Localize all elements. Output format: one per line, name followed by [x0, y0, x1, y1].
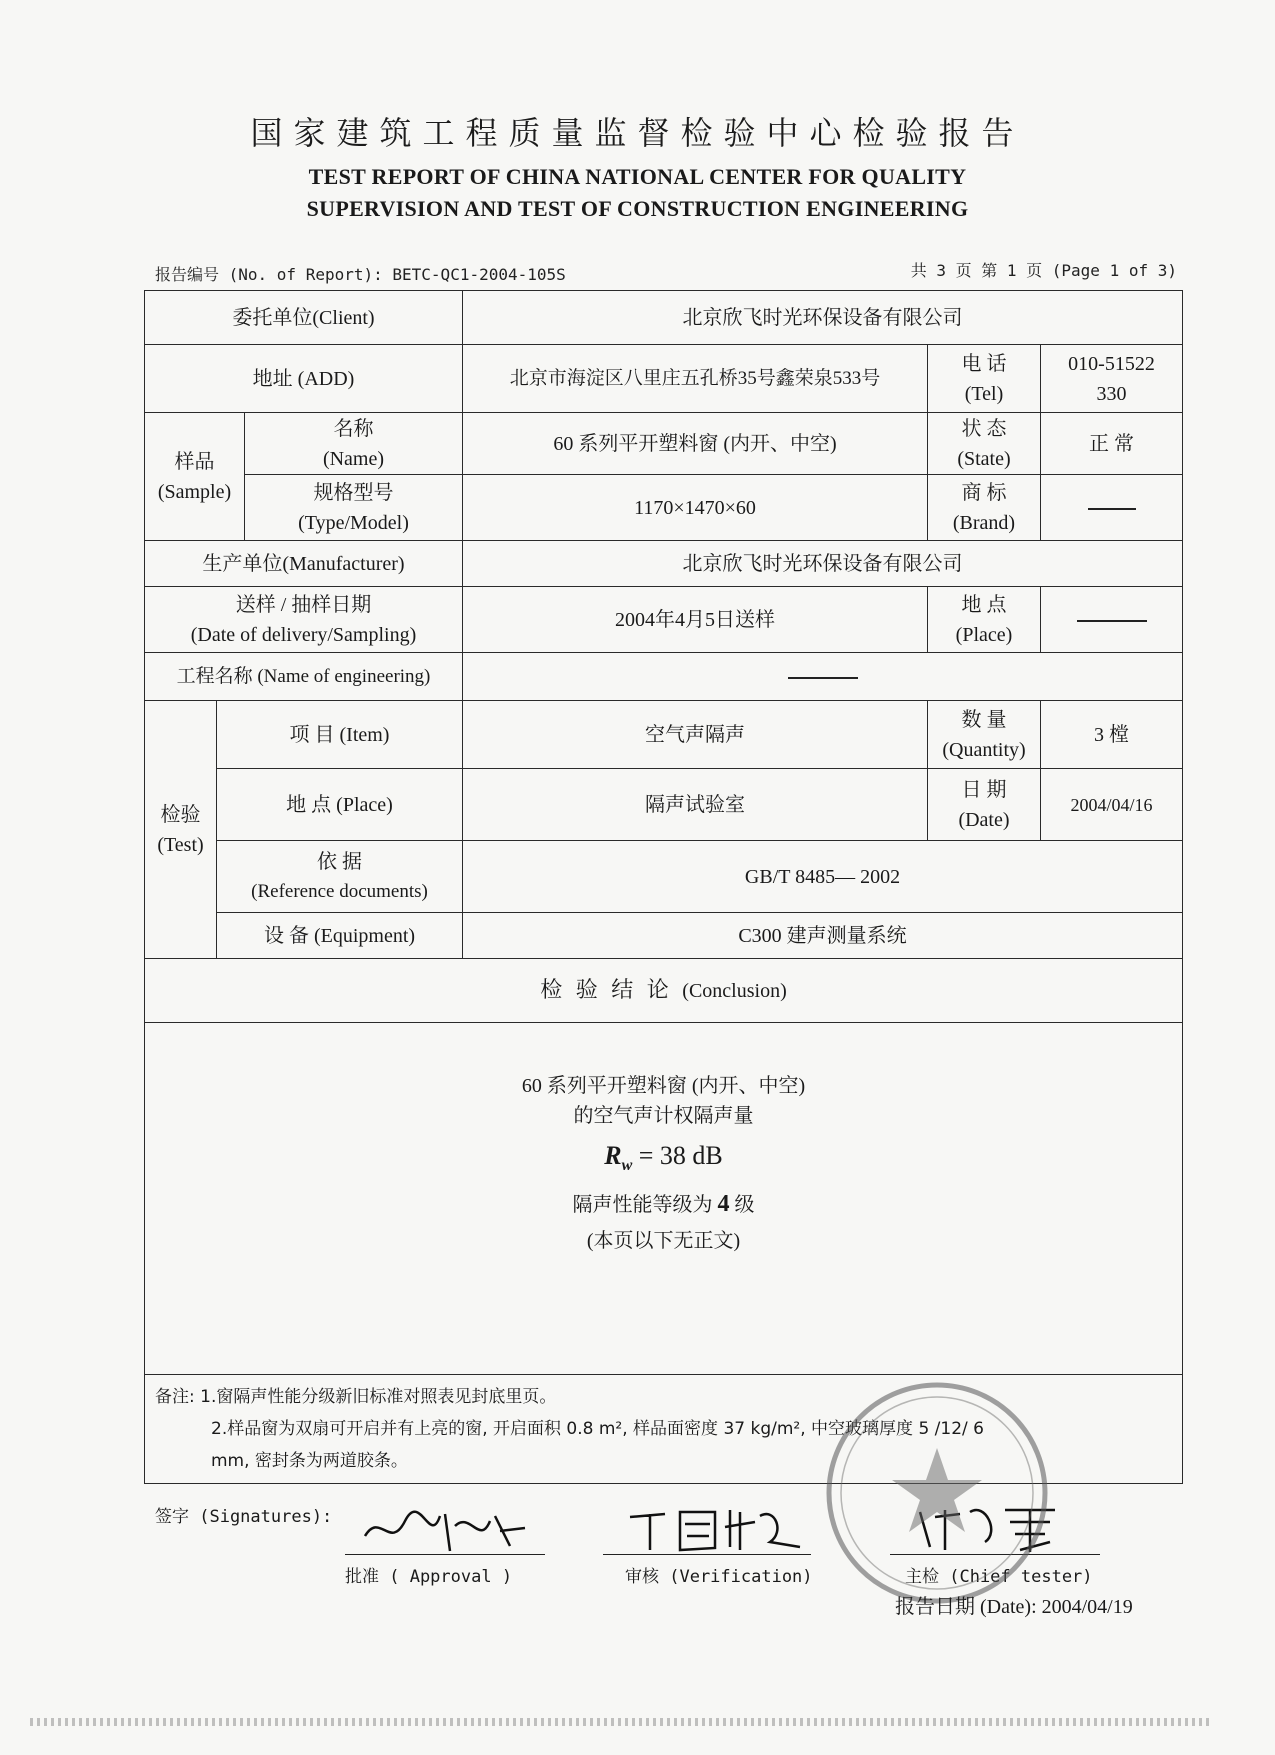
client-value: 北京欣飞时光环保设备有限公司 — [463, 291, 1183, 345]
row-test-item — [145, 701, 1183, 769]
row-delivery — [145, 587, 1183, 653]
place-label-cn: 地 点 — [961, 593, 1007, 616]
signatures-label: 签字 (Signatures): — [155, 1507, 333, 1527]
reference-label-cn: 依 据 — [317, 850, 362, 873]
state-value: 正 常 — [1041, 413, 1183, 475]
empty-dash — [788, 677, 858, 679]
type-label-en: (Type/Model) — [298, 511, 409, 534]
conclusion-heading-cn: 检 验 结 论 — [540, 977, 673, 1002]
official-seal-icon — [822, 1378, 1052, 1608]
test-group-cn: 检验 — [160, 803, 201, 826]
brand-label-en: (Brand) — [952, 511, 1016, 534]
tel-value-1: 010-51522 — [1068, 352, 1155, 375]
state-label — [928, 413, 1041, 475]
delivery-label-en: (Date of delivery/Sampling) — [190, 623, 417, 646]
brand-label — [928, 475, 1041, 541]
empty-dash — [1088, 508, 1136, 510]
tel-label-cn: 电 话 — [961, 352, 1007, 375]
rw-value: = 38 dB — [638, 1140, 723, 1170]
row-sample-type — [145, 475, 1183, 541]
test-place-label: 地 点 (Place) — [217, 769, 463, 841]
test-item-label: 项 目 (Item) — [217, 701, 463, 769]
conclusion-line2: 的空气声计权隔声量 — [573, 1104, 754, 1127]
type-label — [245, 475, 463, 541]
sample-group-label — [145, 413, 245, 541]
conclusion-body — [145, 1023, 1183, 1375]
title-english-line1: TEST REPORT OF CHINA NATIONAL CENTER FOR QUALITY — [308, 164, 967, 189]
brand-value — [1041, 475, 1183, 541]
row-manufacturer — [145, 541, 1183, 587]
sample-name-label-en: (Name) — [322, 447, 385, 470]
place-label — [928, 587, 1041, 653]
note-1-text: 1.窗隔声性能分级新旧标准对照表见封底里页。 — [200, 1387, 557, 1407]
engineering-value — [463, 653, 1183, 701]
tel-value-2: 330 — [1096, 382, 1127, 405]
type-value: 1170×1470×60 — [463, 475, 928, 541]
state-label-en: (State) — [957, 447, 1011, 470]
test-group-en: (Test) — [157, 833, 204, 856]
rw-subscript: w — [621, 1157, 633, 1175]
report-number: 报告编号 (No. of Report): BETC-QC1-2004-105S — [155, 265, 566, 284]
grade-number: 4 — [717, 1191, 730, 1218]
tel-value — [1041, 345, 1183, 413]
date-value: 2004/04/16 — [1041, 769, 1183, 841]
delivery-value: 2004年4月5日送样 — [463, 587, 928, 653]
conclusion-line1: 60 系列平开塑料窗 (内开、中空) — [521, 1074, 806, 1097]
place-label-en: (Place) — [955, 623, 1013, 646]
verification-signature-line — [603, 1554, 811, 1555]
test-item-value: 空气声隔声 — [463, 701, 928, 769]
sample-name-value: 60 系列平开塑料窗 (内开、中空) — [463, 413, 928, 475]
quantity-label-en: (Quantity) — [942, 738, 1026, 761]
client-label: 委托单位(Client) — [145, 291, 463, 345]
row-engineering — [145, 653, 1183, 701]
type-label-cn: 规格型号 — [313, 481, 394, 504]
row-test-place — [145, 769, 1183, 841]
row-reference — [145, 841, 1183, 913]
conclusion-heading-en: (Conclusion) — [682, 980, 787, 1002]
sample-name-label — [245, 413, 463, 475]
report-date: 报告日期 (Date): 2004/04/19 — [895, 1596, 1133, 1618]
conclusion-heading — [145, 959, 1183, 1023]
reference-label-en: (Reference documents) — [251, 880, 428, 902]
test-group-label — [145, 701, 217, 959]
date-label-cn: 日 期 — [961, 778, 1007, 801]
notes-label: 备注: — [155, 1387, 195, 1407]
date-label-en: (Date) — [958, 808, 1010, 831]
delivery-label — [145, 587, 463, 653]
quantity-label-cn: 数 量 — [961, 708, 1007, 731]
quantity-label — [928, 701, 1041, 769]
row-equipment — [145, 913, 1183, 959]
verification-signature — [625, 1502, 805, 1554]
tel-label-en: (Tel) — [964, 382, 1004, 405]
test-place-value: 隔声试验室 — [463, 769, 928, 841]
title-english-line2: SUPERVISION AND TEST OF CONSTRUCTION ENGINEERING — [306, 196, 969, 221]
sample-group-en: (Sample) — [157, 480, 232, 503]
rw-symbol: R — [604, 1140, 622, 1170]
engineering-label: 工程名称 (Name of engineering) — [145, 653, 463, 701]
equipment-label: 设 备 (Equipment) — [217, 913, 463, 959]
empty-dash — [1077, 620, 1147, 622]
page-info: 共 3 页 第 1 页 (Page 1 of 3) — [910, 261, 1177, 280]
quantity-value: 3 樘 — [1041, 701, 1183, 769]
verification-caption: 审核 (Verification) — [625, 1567, 813, 1587]
address-label: 地址 (ADD) — [145, 345, 463, 413]
row-address — [145, 345, 1183, 413]
reference-value: GB/T 8485— 2002 — [463, 841, 1183, 913]
grade-line — [149, 1189, 1178, 1220]
manufacturer-value: 北京欣飞时光环保设备有限公司 — [463, 541, 1183, 587]
tel-label — [928, 345, 1041, 413]
manufacturer-label: 生产单位(Manufacturer) — [145, 541, 463, 587]
state-label-cn: 状 态 — [961, 417, 1007, 440]
place-value — [1041, 587, 1183, 653]
note-2-cont: mm, 密封条为两道胶条。 — [211, 1451, 408, 1471]
grade-prefix: 隔声性能等级为 — [572, 1194, 713, 1217]
end-of-text-note: (本页以下无正文) — [586, 1230, 741, 1253]
title-chinese: 国家建筑工程质量监督检验中心检验报告 — [250, 114, 1025, 152]
address-value: 北京市海淀区八里庄五孔桥35号鑫荣泉533号 — [463, 345, 928, 413]
row-conclusion-body — [145, 1023, 1183, 1375]
equipment-value: C300 建声测量系统 — [463, 913, 1183, 959]
delivery-label-cn: 送样 / 抽样日期 — [235, 593, 372, 616]
approval-signature — [360, 1506, 530, 1556]
grade-suffix: 级 — [734, 1194, 755, 1217]
sample-group-cn: 样品 — [174, 450, 215, 473]
row-sample-name — [145, 413, 1183, 475]
note-2: 2.样品窗为双扇可开启并有上亮的窗, 开启面积 0.8 m², 样品面密度 37 kg/m², 中空玻璃厚度 5 /12/ 6 — [211, 1419, 984, 1439]
scan-noise-strip — [30, 1718, 1210, 1726]
sample-name-label-cn: 名称 — [333, 417, 374, 440]
approval-caption: 批准 ( Approval ) — [345, 1567, 513, 1587]
rw-result — [149, 1141, 1178, 1181]
date-label — [928, 769, 1041, 841]
reference-label — [217, 841, 463, 913]
report-table — [144, 290, 1183, 1484]
chief-caption: 主检 (Chief tester) — [905, 1567, 1093, 1587]
row-client — [145, 291, 1183, 345]
brand-label-cn: 商 标 — [961, 481, 1007, 504]
row-conclusion-head — [145, 959, 1183, 1023]
